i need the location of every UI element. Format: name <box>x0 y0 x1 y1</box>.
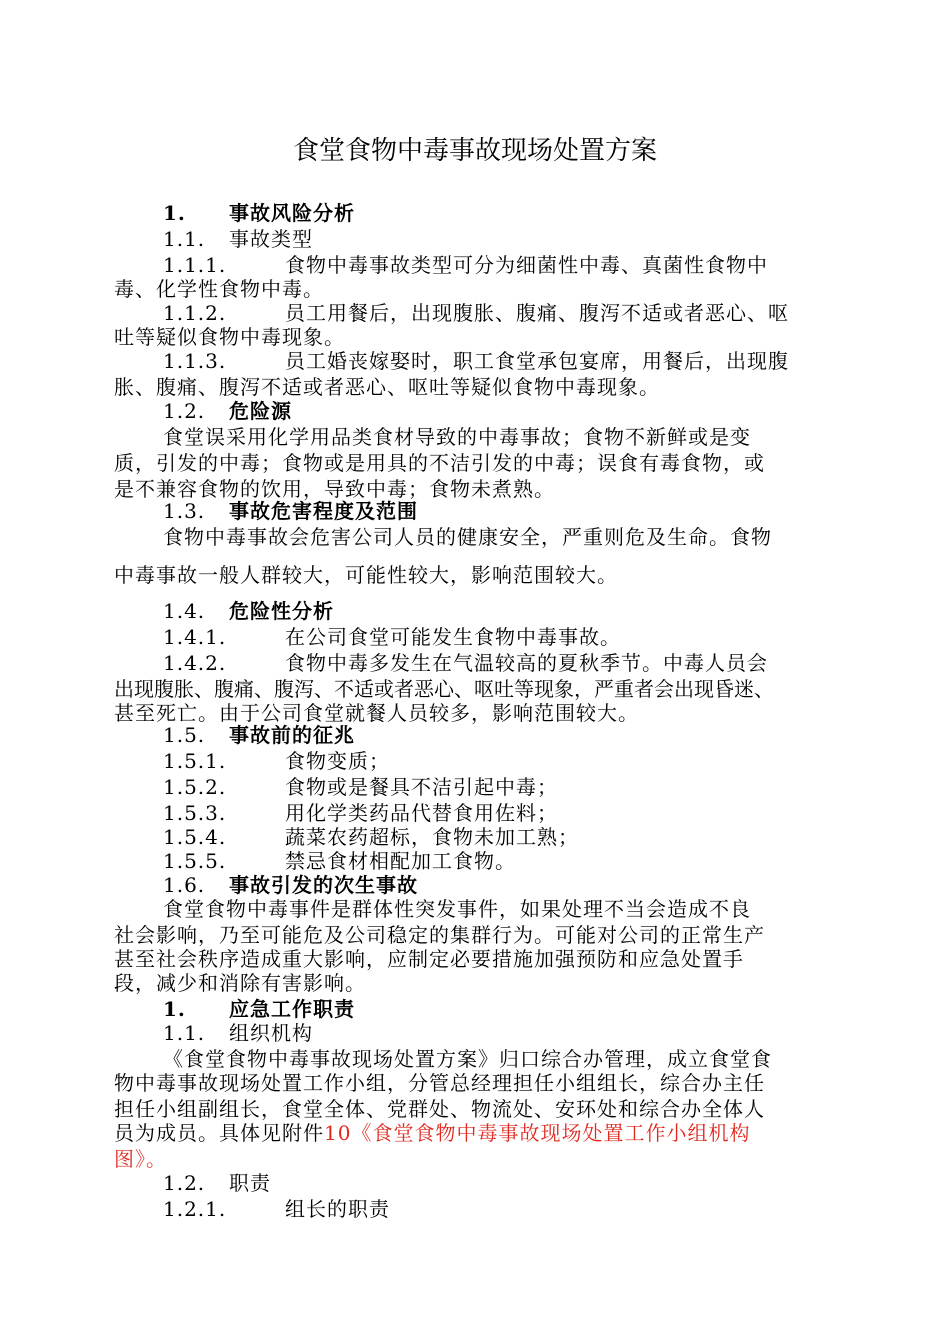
item-text: 员工用餐后，出现腹胀、腹痛、腹泻不适或者恶心、呕 <box>285 301 789 325</box>
item-number: 1.5.2. <box>163 775 227 799</box>
subsection-number: 1.2. <box>163 1171 206 1195</box>
subsection-title: 事故引发的次生事故 <box>229 873 418 897</box>
item-number: 1.4.2. <box>163 651 227 675</box>
subsection-title: 事故前的征兆 <box>229 723 355 747</box>
paragraph-line: 出现腹胀、腹痛、腹泻、不适或者恶心、呕吐等现象，严重者会出现昏迷、 <box>114 677 774 701</box>
item-number: 1.1.2. <box>163 301 227 325</box>
paragraph-text: 员为成员。具体见附件 <box>114 1121 324 1145</box>
subsection-number: 1.6. <box>163 873 206 897</box>
item-text: 用化学类药品代替食用佐料； <box>285 801 558 825</box>
paragraph-line: 《食堂食物中毒事故现场处置方案》归口综合办管理，成立食堂食 <box>163 1047 772 1071</box>
subsection-number: 1.3. <box>163 499 206 523</box>
page-title: 食堂食物中毒事故现场处置方案 <box>292 136 657 166</box>
paragraph-line: 胀、腹痛、腹泻不适或者恶心、呕吐等疑似食物中毒现象。 <box>114 375 660 399</box>
paragraph-line: 物中毒事故现场处置工作小组，分管总经理担任小组组长，综合办主任 <box>114 1071 765 1095</box>
appendix-reference: 10《食堂食物中毒事故现场处置工作小组机构 <box>324 1121 751 1145</box>
paragraph-line: 食堂食物中毒事件是群体性突发事件，如果处理不当会造成不良 <box>163 897 751 921</box>
subsection-number: 1.5. <box>163 723 206 747</box>
subsection-number: 1.1. <box>163 1021 206 1045</box>
paragraph-line: 中毒事故一般人群较大，可能性较大，影响范围较大。 <box>114 563 618 587</box>
item-text: 食物中毒多发生在气温较高的夏秋季节。中毒人员会 <box>285 651 768 675</box>
paragraph-line: 是不兼容食物的饮用，导致中毒；食物未煮熟。 <box>114 477 555 501</box>
item-number: 1.2.1. <box>163 1197 227 1221</box>
paragraph-line: 质，引发的中毒；食物或是用具的不洁引发的中毒；误食有毒食物，或 <box>114 451 765 475</box>
paragraph-line: 甚至死亡。由于公司食堂就餐人员较多，影响范围较大。 <box>114 701 639 725</box>
item-number: 1.5.5. <box>163 849 227 873</box>
item-text: 员工婚丧嫁娶时，职工食堂承包宴席，用餐后，出现腹 <box>285 349 789 373</box>
subsection-title: 组织机构 <box>229 1021 313 1045</box>
subsection-title: 事故类型 <box>229 227 313 251</box>
paragraph-line: 食堂误采用化学用品类食材导致的中毒事故；食物不新鲜或是变 <box>163 425 751 449</box>
item-text: 在公司食堂可能发生食物中毒事故。 <box>285 625 621 649</box>
subsection-title: 职责 <box>229 1171 271 1195</box>
item-text: 组长的职责 <box>285 1197 390 1221</box>
item-text: 食物中毒事故类型可分为细菌性中毒、真菌性食物中 <box>285 253 768 277</box>
paragraph-line: 担任小组副组长，食堂全体、党群处、物流处、安环处和综合办全体人 <box>114 1097 765 1121</box>
section-title: 事故风险分析 <box>229 201 355 225</box>
item-number: 1.1.1. <box>163 253 227 277</box>
item-text: 食物或是餐具不洁引起中毒； <box>285 775 558 799</box>
subsection-number: 1.1. <box>163 227 206 251</box>
item-text: 食物变质； <box>285 749 390 773</box>
paragraph-line: 食物中毒事故会危害公司人员的健康安全，严重则危及生命。食物 <box>163 525 772 549</box>
item-number: 1.5.4. <box>163 825 227 849</box>
paragraph-line: 吐等疑似食物中毒现象。 <box>114 325 345 349</box>
appendix-reference-continued: 图》。 <box>114 1147 167 1171</box>
paragraph-line: 毒、化学性食物中毒。 <box>114 277 324 301</box>
subsection-title: 事故危害程度及范围 <box>229 499 418 523</box>
section-title: 应急工作职责 <box>229 997 355 1021</box>
item-number: 1.5.3. <box>163 801 227 825</box>
section-number: 1. <box>163 997 186 1021</box>
item-number: 1.5.1. <box>163 749 227 773</box>
item-number: 1.1.3. <box>163 349 227 373</box>
paragraph-line: 段，减少和消除有害影响。 <box>114 971 366 995</box>
paragraph-line: 甚至社会秩序造成重大影响，应制定必要措施加强预防和应急处置手 <box>114 947 744 971</box>
item-text: 蔬菜农药超标，食物未加工熟； <box>285 825 579 849</box>
paragraph-line: 社会影响，乃至可能危及公司稳定的集群行为。可能对公司的正常生产 <box>114 923 765 947</box>
subsection-number: 1.2. <box>163 399 206 423</box>
item-text: 禁忌食材相配加工食物。 <box>285 849 516 873</box>
paragraph-line <box>114 1120 750 1146</box>
subsection-title: 危险性分析 <box>229 599 334 623</box>
item-number: 1.4.1. <box>163 625 227 649</box>
subsection-number: 1.4. <box>163 599 206 623</box>
section-number: 1. <box>163 201 186 225</box>
subsection-title: 危险源 <box>229 399 292 423</box>
